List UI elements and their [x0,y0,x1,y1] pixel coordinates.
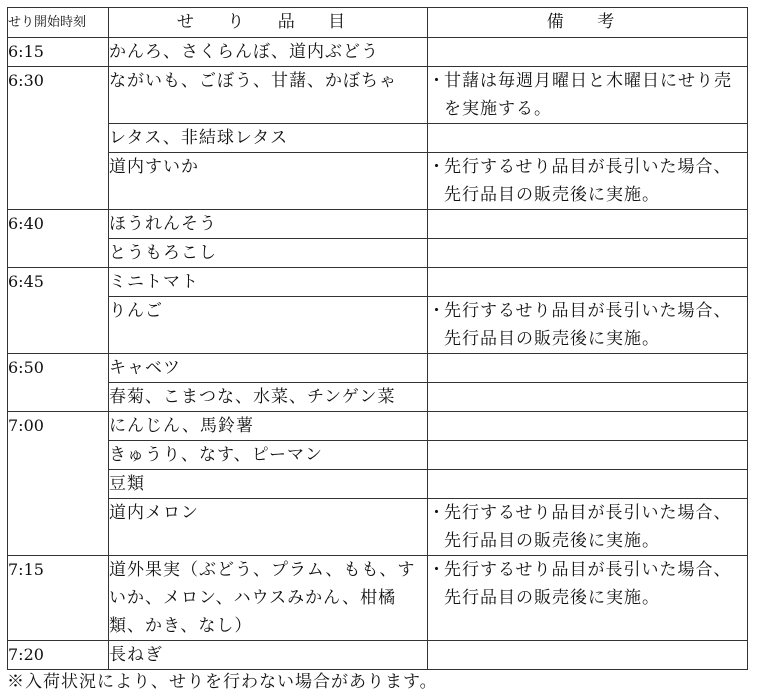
table-row [8,239,748,268]
remarks-cell [428,641,748,670]
table-row [8,499,748,556]
remarks-cell [428,268,748,297]
table-row [8,412,748,441]
remarks-text: 先行するせり品目が長引いた場合、先行品目の販売後に実施。 [444,503,732,551]
remarks-cell [428,124,748,153]
remarks-text: 先行するせり品目が長引いた場合、先行品目の販売後に実施。 [444,157,732,205]
remarks-text: 甘藷は毎週月曜日と木曜日にせり売を実施する。 [444,71,732,119]
auction-item-cell: 道外果実（ぶどう、プラム、もも、すいか、メロン、ハウスみかん、柑橘類、かき、なし） [109,556,428,641]
remarks-cell [428,210,748,239]
remarks-cell [428,499,748,556]
table-body [8,38,748,670]
table-row [8,153,748,210]
auction-item-cell: キャベツ [109,354,428,383]
bullet-icon: ・ [428,560,446,580]
table-row [8,641,748,670]
remarks-cell [428,153,748,210]
auction-item-cell: りんご [109,297,428,354]
remarks-cell [428,556,748,641]
footnote: ※入荷状況により、せりを行わない場合があります。 [7,672,438,692]
auction-item-cell: 春菊、こまつな、水菜、チンゲン菜 [109,383,428,412]
start-time-cell: 6:50 [8,354,109,412]
auction-item-cell: ほうれんそう [109,210,428,239]
remarks-cell [428,383,748,412]
auction-item-cell: ながいも、ごぼう、甘藷、かぼちゃ [109,67,428,124]
auction-item-cell: 道内メロン [109,499,428,556]
table-row [8,210,748,239]
start-time-cell: 6:30 [8,67,109,210]
start-time-cell: 6:15 [8,38,109,67]
remarks-cell [428,38,748,67]
auction-item-cell: かんろ、さくらんぼ、道内ぶどう [109,38,428,67]
table-row [8,67,748,124]
remarks-cell [428,470,748,499]
bullet-icon: ・ [428,301,446,321]
remarks-cell [428,239,748,268]
start-time-cell: 6:40 [8,210,109,268]
table-row [8,268,748,297]
auction-item-cell: にんじん、馬鈴薯 [109,412,428,441]
remarks-cell [428,67,748,124]
start-time-cell: 7:20 [8,641,109,670]
header-remarks: 備 考 [428,8,748,38]
auction-schedule-table [7,7,748,670]
auction-item-cell: レタス、非結球レタス [109,124,428,153]
remarks-cell [428,412,748,441]
remarks-cell [428,297,748,354]
table-row [8,441,748,470]
bullet-icon: ・ [428,503,446,523]
auction-item-cell: ミニトマト [109,268,428,297]
remarks-text: 先行するせり品目が長引いた場合、先行品目の販売後に実施。 [444,560,732,608]
table-row [8,470,748,499]
start-time-cell: 6:45 [8,268,109,354]
auction-item-cell: 豆類 [109,470,428,499]
auction-item-cell: 長ねぎ [109,641,428,670]
table-row [8,354,748,383]
table-header-row [8,8,748,38]
start-time-cell: 7:15 [8,556,109,641]
bullet-icon: ・ [428,157,446,177]
remarks-text: 先行するせり品目が長引いた場合、先行品目の販売後に実施。 [444,301,732,349]
start-time-cell: 7:00 [8,412,109,556]
table-row [8,124,748,153]
table-row [8,297,748,354]
header-start-time: せり開始時刻 [8,8,109,38]
auction-item-cell: とうもろこし [109,239,428,268]
table-row [8,38,748,67]
auction-item-cell: きゅうり、なす、ピーマン [109,441,428,470]
table-row [8,556,748,641]
auction-item-cell: 道内すいか [109,153,428,210]
bullet-icon: ・ [428,71,446,91]
header-auction-item: せ り 品 目 [109,8,428,38]
remarks-cell [428,354,748,383]
table-row [8,383,748,412]
remarks-cell [428,441,748,470]
